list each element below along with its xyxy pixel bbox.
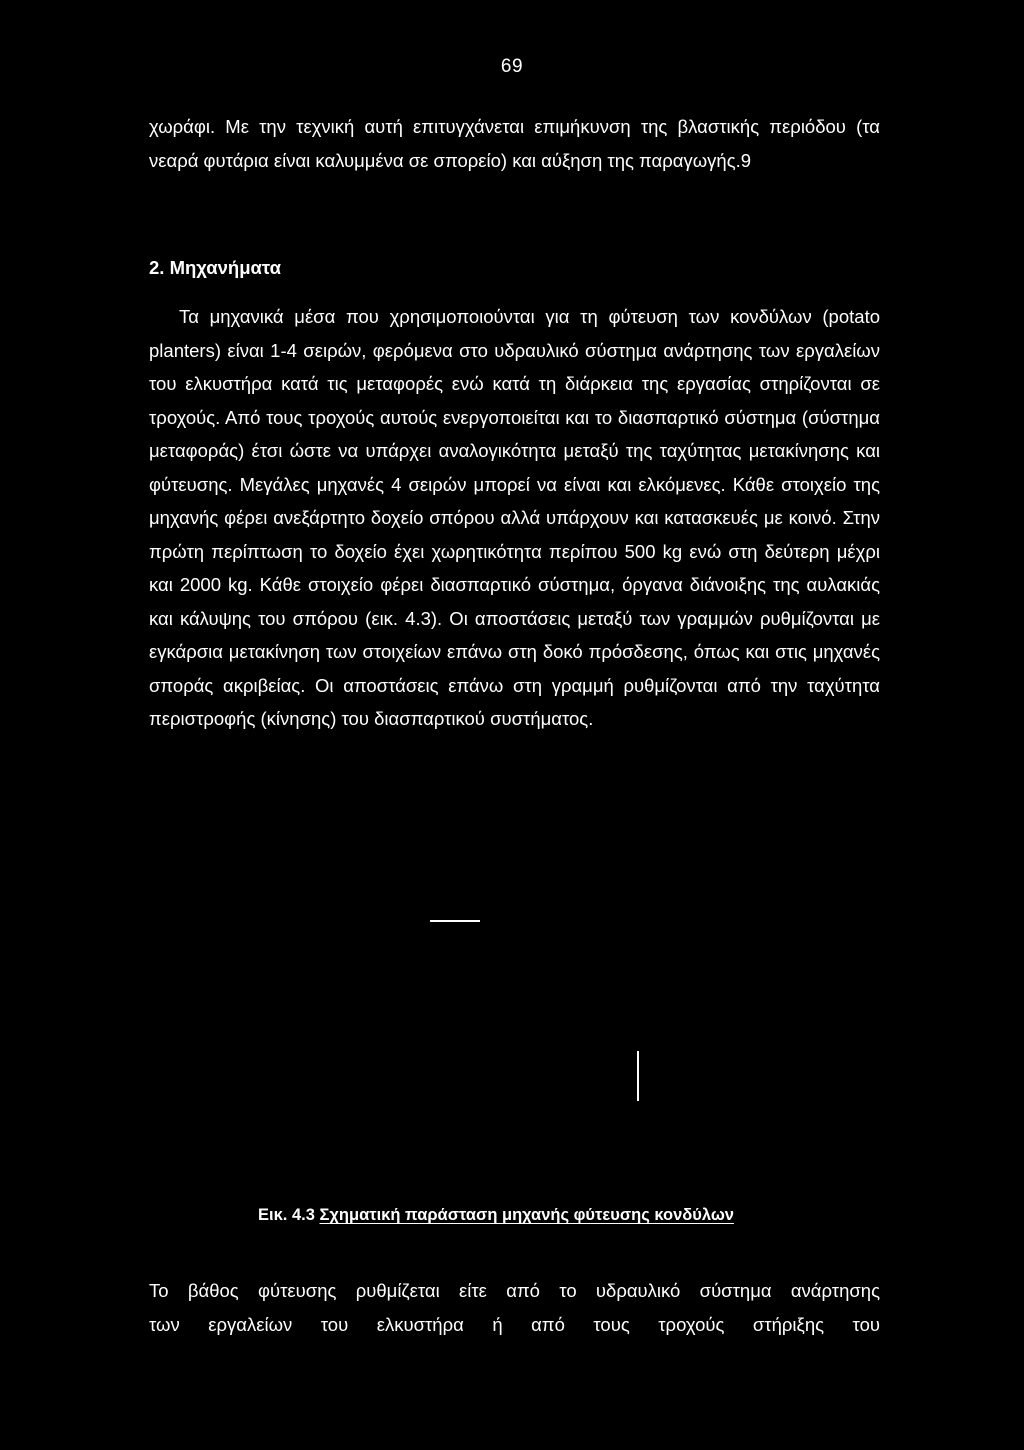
closing-paragraph-block (149, 1274, 880, 1341)
intro-paragraph: χωράφι. Με την τεχνική αυτή επιτυγχάνεται επιμήκυνση της βλαστικής περιόδου (τα νεαρά φυτάρια είναι καλυμμένα σε σπορείο) και αύξηση της παραγωγής.9 (149, 116, 880, 171)
page-number: 69 (500, 56, 524, 77)
closing-line-1: Το βάθος φύτευσης ρυθμίζεται είτε από το υδραυλικό σύστημα ανάρτησης (149, 1280, 880, 1301)
figure-label: Εικ. 4.3 (258, 1206, 315, 1224)
figure-caption (258, 1206, 734, 1225)
figure-image (0, 880, 1024, 1260)
section-paragraph: Τα μηχανικά μέσα που χρησιμοποιούνται για τη φύτευση των κονδύλων (potato planters) είναι 1-4 σειρών, φερόμενα στο υδραυλικό σύστημα ανάρτησης των εργαλείων του ελκυστήρα κατά τις μεταφορές ενώ κατά τη διάρκεια της εργασίας στηρίζονται σε τροχούς. Από τους τροχούς αυτούς ενεργοποιείται και το διασπαρτικό σύστημα (σύστημα μεταφοράς) έτσι ώστε να υπάρχει αναλογικότητα μεταξύ της ταχύτητας μετακίνησης και φύτευσης. Μεγάλες μηχανές 4 σειρών μπορεί να είναι και ελκόμενες. Κάθε στοιχείο της μηχανής φέρει ανεξάρτητο δοχείο σπόρου αλλά υπάρχουν και κατασκευές με κοινό. Στην πρώτη περίπτωση το δοχείο έχει χωρητικότητα περίπου 500 kg ενώ στη δεύτερη μέχρι και 2000 kg. Κάθε στοιχείο φέρει διασπαρτικό σύστημα, όργανα διάνοιξης της αυλακιάς και κάλυψης του σπόρου (εικ. 4.3). Οι αποστάσεις μεταξύ των γραμμών ρυθμίζονται με εγκάρσια μετακίνηση των στοιχείων επάνω στη δοκό πρόσδεσης, όπως και στις μηχανές σποράς ακριβείας. Οι αποστάσεις επάνω στη γραμμή ρυθμίζονται από την ταχύτητα περιστροφής (κίνησης) του διασπαρτικού συστήματος. (149, 306, 880, 729)
section-heading: 2. Μηχανήματα (149, 257, 282, 278)
figure-horizontal-mark (430, 920, 480, 922)
section-paragraph-block (149, 300, 880, 736)
figure-title: Σχηματική παράσταση μηχανής φύτευσης κονδύλων (319, 1206, 734, 1224)
intro-paragraph-block (149, 110, 880, 177)
figure-vertical-mark (637, 1051, 639, 1101)
closing-line-2: των εργαλείων του ελκυστήρα ή από τους τροχούς στήριξης του (149, 1313, 880, 1335)
